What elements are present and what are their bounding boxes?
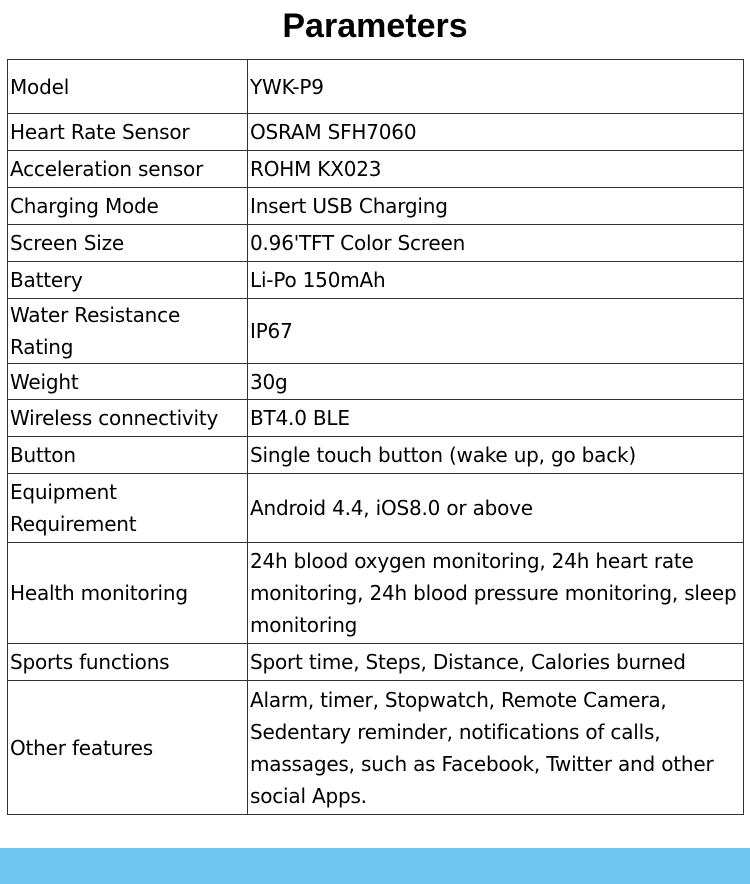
row-value: ROHM KX023 [248, 151, 744, 188]
row-value: Sport time, Steps, Distance, Calories burned [248, 644, 744, 681]
row-value: Alarm, timer, Stopwatch, Remote Camera, Sedentary reminder, notifications of calls, massages, such as Facebook, Twitter and other social Apps. [248, 681, 744, 815]
row-value: YWK-P9 [248, 60, 744, 114]
table-row [8, 299, 744, 364]
row-label: Equipment Requirement [8, 474, 248, 543]
row-label: Wireless connectivity [8, 400, 248, 437]
row-value: BT4.0 BLE [248, 400, 744, 437]
page-title: Parameters [282, 7, 468, 45]
row-value: 0.96'TFT Color Screen [248, 225, 744, 262]
row-label: Water Resistance Rating [8, 299, 248, 364]
row-label: Sports functions [8, 644, 248, 681]
row-label: Charging Mode [8, 188, 248, 225]
table-row [8, 437, 744, 474]
table-row [8, 60, 744, 114]
row-value: Li-Po 150mAh [248, 262, 744, 299]
row-label: Screen Size [8, 225, 248, 262]
table-row [8, 681, 744, 815]
table-row [8, 644, 744, 681]
row-label: Model [8, 60, 248, 114]
row-label: Weight [8, 364, 248, 400]
row-value: Insert USB Charging [248, 188, 744, 225]
row-value: 30g [248, 364, 744, 400]
row-value: IP67 [248, 299, 744, 364]
table-row [8, 474, 744, 543]
row-label: Button [8, 437, 248, 474]
row-value: 24h blood oxygen monitoring, 24h heart rate monitoring, 24h blood pressure monitoring, sleep monitoring [248, 543, 744, 644]
row-label: Acceleration sensor [8, 151, 248, 188]
row-label: Battery [8, 262, 248, 299]
row-label: Heart Rate Sensor [8, 114, 248, 151]
table-row [8, 225, 744, 262]
parameters-table [7, 59, 744, 815]
row-value: Android 4.4, iOS8.0 or above [248, 474, 744, 543]
row-value: OSRAM SFH7060 [248, 114, 744, 151]
table-row [8, 400, 744, 437]
bottom-banner [0, 848, 750, 884]
table-row [8, 114, 744, 151]
table-row [8, 543, 744, 644]
table-row [8, 364, 744, 400]
table-row [8, 188, 744, 225]
table-row [8, 262, 744, 299]
row-label: Other features [8, 681, 248, 815]
table-row [8, 151, 744, 188]
row-label: Health monitoring [8, 543, 248, 644]
row-value: Single touch button (wake up, go back) [248, 437, 744, 474]
